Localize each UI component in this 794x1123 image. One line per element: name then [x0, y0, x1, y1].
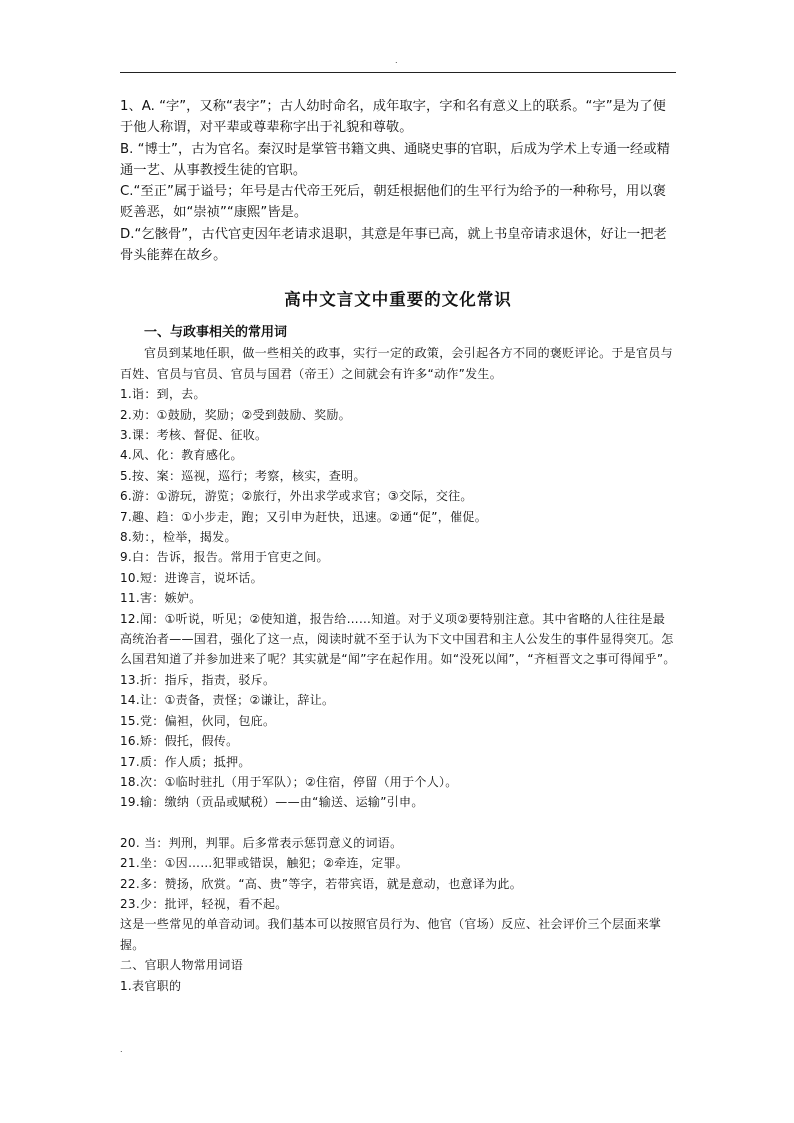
explanation-a: 1、A. “字”，又称“表字”；古人幼时命名，成年取字，字和名有意义上的联系。“字”是为了便于他人称谓，对平辈或尊辈称字出于礼貌和尊敬。	[120, 99, 666, 136]
list-item: 21.坐：①因……犯罪或错误，触犯；②牵连，定罪。	[120, 856, 409, 871]
header-rule	[120, 72, 676, 73]
list-item: 9.白：告诉，报告。常用于官吏之间。	[120, 550, 329, 565]
subsection-heading: 1.表官职的	[120, 978, 182, 993]
list-item: 17.质：作人质；抵押。	[120, 754, 251, 769]
list-item: 8.劾：，检举，揭发。	[120, 530, 237, 545]
explanation-b: B. “博士”，古为官名。秦汉时是掌管书籍文典、通晓史事的官职，后成为学术上专通一经或精通一艺、从事教授生徒的官职。	[120, 141, 670, 178]
list-item: 19.输：缴纳（贡品或赋税）——由“输送、运输”引申。	[120, 795, 424, 810]
list-item: 23.少：批评，轻视，看不起。	[120, 896, 288, 911]
list-item: 15.党：偏袒，伙同，包庇。	[120, 713, 276, 728]
list-item: 11.害：嫉妒。	[120, 591, 202, 606]
list-item: 18.次：①临时驻扎（用于军队）；②住宿，停留（用于个人）。	[120, 774, 458, 789]
section-heading-1: 一、与政事相关的常用词	[144, 325, 288, 341]
list-item: 20. 当：判刑，判罪。后多常表示惩罚意义的词语。	[120, 835, 403, 850]
footer-dot: .	[120, 1045, 123, 1054]
list-item: 1.诣：到，去。	[120, 387, 206, 402]
explanation-d: D.“乞骸骨”，古代官吏因年老请求退职，其意是年事已高，就上书皇帝请求退休，好让一把老骨头能葬在故乡。	[120, 226, 667, 264]
list-item: 13.折：指斥，指责，驳斥。	[120, 672, 276, 687]
explanation-c: C.“至正”属于谥号；年号是古代帝王死后，朝廷根据他们的生平行为给予的一种称号，用以褒贬善恶，如“崇祯”“康熙”皆是。	[120, 184, 666, 221]
list-item: 10.短：进谗言，说坏话。	[120, 570, 263, 585]
list-item: 14.让：①责备，责怪；②谦让，辞让。	[120, 693, 335, 708]
list-item: 3.课：考核、督促、征收。	[120, 428, 268, 442]
list-item: 6.游：①游玩，游览；②旅行，外出求学或求官；③交际，交往。	[120, 489, 473, 504]
answer-explanation	[120, 96, 676, 266]
list-item: 7.趣、趋：①小步走，跑；又引申为赶快，迅速。②通“促”，催促。	[120, 509, 488, 524]
list-item: 22.多：赞扬，欣赏。“高、贵”等字，若带宾语，就是意动，也意译为此。	[120, 876, 523, 891]
section-body-1	[120, 343, 676, 996]
header-dot: .	[395, 56, 398, 65]
section-summary: 这是一些常见的单音动词。我们基本可以按照官员行为、他官（官场）反应、社会评价三个层面来掌握。	[120, 917, 662, 952]
section-heading-2: 二、官职人物常用词语	[120, 958, 244, 973]
spacer	[120, 813, 676, 833]
list-item: 16.矫：假托，假传。	[120, 734, 239, 749]
page-content	[120, 96, 676, 996]
list-item: 12.闻：①听说，听见；②使知道，报告给……知道。对于义项②要特别注意。其中省略的人往往是最高统治者——国君，强化了这一点，阅读时就不至于认为下文中国君和主人公发生的事件显得突兀。怎么国君知道了并参加进来了呢？其实就是“闻”字在起作用。如“没死以闻”，“齐桓晋文之事可得闻乎”。	[120, 611, 676, 667]
list-item: 5.按、案：巡视，巡行；考察，核实，查明。	[120, 468, 366, 483]
section-lead: 官员到某地任职，做一些相关的政事，实行一定的政策，会引起各方不同的褒贬评论。于是官员与百姓、官员与官员、官员与国君（帝王）之间就会有许多“动作”发生。	[120, 346, 673, 381]
list-item: 2.劝：①鼓励，奖励；②受到鼓励、奖励。	[120, 407, 351, 422]
list-item: 4.风、化：教育感化。	[120, 448, 243, 463]
page-title: 高中文言文中重要的文化常识	[284, 290, 512, 310]
